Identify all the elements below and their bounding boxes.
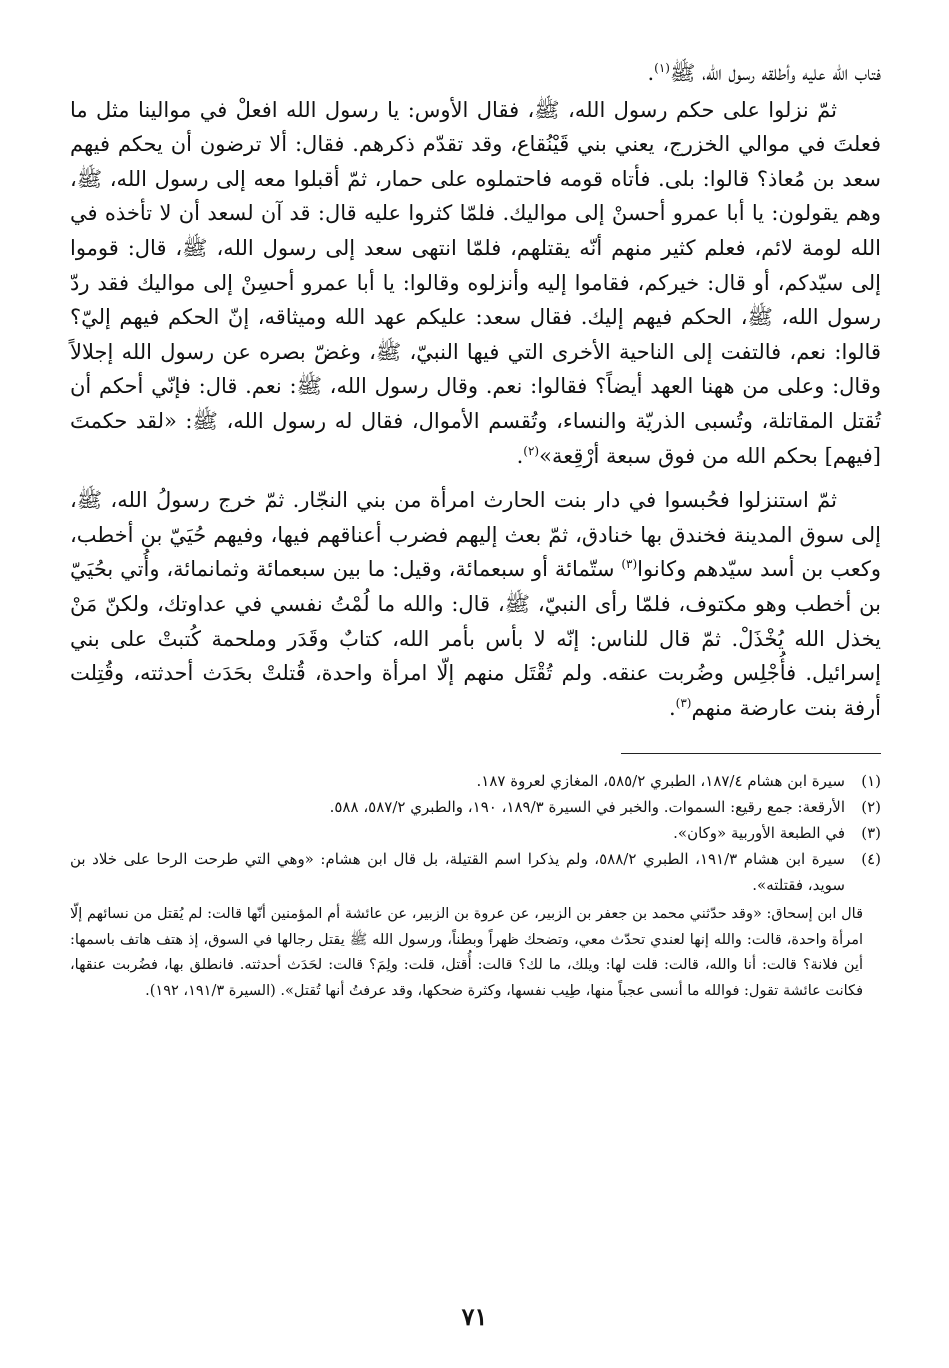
paragraph-1: ثمّ نزلوا على حكم رسول الله، ﷺ، فقال الأوس: يا رسول الله افعلْ في موالينا مثل ما فعلتَ في موالي الخزرج، يعني بني قَيْنُقاع، وقد تقدّم ذكرهم. فقال: ألا ترضون أن يحكم فيهم سعد بن مُعاذ؟ قالوا: بلى. فأتاه قومه فاحتملوه على حمار، ثمّ أقبلوا معه إلى رسول الله، ﷺ، وهم يقولون: يا أبا عمرو أحسنْ إلى مواليك. فلمّا كثروا عليه قال: قد آن لسعد أن لا تأخذه في الله لومة لائم، فعلم كثير منهم أنّه يقتلهم، فلمّا انتهى سعد إلى رسول الله، ﷺ، قال: قوموا إلى سيّدكم، أو قال: خيركم، فقاموا إليه وأنزلوه وقالوا: يا أبا عمرو أحسِنْ إلى مواليك فقد ردّ رسول الله، ﷺ، الحكم فيهم إليك. فقال سعد: عليكم عهد الله وميثاقه، إنّ الحكم فيهم إليّ؟ قالوا: نعم، فالتفت إلى الناحية الأخرى التي فيها النبيّ، ﷺ، وغضّ بصره عن رسول الله إجلالاً وقال: وعلى من ههنا العهد أيضاً؟ فقالوا: نعم. وقال رسول الله، ﷺ: نعم. قال: فإنّي أحكم أن تُقتل المقاتلة، وتُسبى الذريّة والنساء، وتُقسم الأموال، فقال له رسول الله، ﷺ: «لقد حكمتَ [فيهم] بحكم الله من فوق سبعة أرْقِعة»$^{(٢)}$. [70, 97, 881, 468]
footnote-4 [70, 846, 881, 898]
footnote-ref-3[interactable]: (٣) [621, 557, 638, 572]
footnote-number: (٣) [861, 824, 881, 843]
footnote-text: في الطبعة الأوربية «وكان». [673, 824, 845, 843]
footnotes [70, 768, 881, 1004]
footnote-ref-2[interactable]: (٢) [523, 443, 540, 458]
footnote-ref-1[interactable]: (١) [654, 61, 670, 75]
paragraph-2: ثمّ استنزلوا فحُبسوا في دار بنت الحارث امرأة من بني النجّار. ثمّ خرج رسولُ الله، ﷺ، إلى سوق المدينة فخندق بها خنادق، ثمّ بعث إليهم فضرب أعناقهم فيها، وفيهم حُيَيّ بن أخطب، وكعب بن أسد سيّدهم وكانوا$^{(٣)}$ ستّمائة أو سبعمائة، وقيل: ما بين سبعمائة وثمانمائة، وأُتي بحُيَيّ بن أخطب وهو مكتوف، فلمّا رأى النبيّ، ﷺ، قال: والله ما لُمْتُ نفسي في عداوتك، ولكنّ مَنْ يخذل الله يُخْذَلْ. ثمّ قال للناس: إنّه لا بأس بأمر الله، كتابٌ وقَدَر وملحمة كُتبتْ على بني إسرائيل. فأُجْلِس وضُربت عنقه. ولم تُقْتَل منهم إلّا امرأة واحدة، قُتلتْ بحَدَث أحدثته، وقُتِلت أرفة بنت عارضة منهم$^{(٣)}$. [70, 488, 881, 720]
footnote-text: سيرة ابن هشام ١٨٧/٤، الطبري ٥٨٥/٢، المغازي لعروة ١٨٧. [476, 772, 845, 791]
footnote-quote: قال ابن إسحاق: «وقد حدّثني محمد بن جعفر بن الزبير، عن عروة بن الزبير، عن عائشة أم المؤمنين أنّها قالت: لم يُقتل من نسائهم إلّا امرأة واحدة، قالت: والله إنها لعندي تحدّث معي، وتضحك ظهراً وبطناً، ورسول الله ﷺ يقتل رجالها في السوق، إذ هتف هاتف باسمها: أين فلانة؟ قالت: أنا والله، قالت: قلت لها: ويلك، ما لك؟ قالت: أُقتل، قلت: ولِمَ؟ قالت: لحَدَث أحدثته. فانطلق بها، فضُربت عنقها، فكانت عائشة تقول: فوالله ما أنسى عجباً منها، طِيب نفسها، وكثرة ضحكها، وقد عرفتُ أنها تُقتل». (السيرة ١٩١/٣، ١٩٢). [70, 906, 863, 999]
footnote-number: (٢) [861, 798, 881, 817]
footnote-1 [70, 768, 881, 794]
footnote-text: سيرة ابن هشام ١٩١/٣، الطبري ٥٨٨/٢، ولم يذكرا اسم القتيلة، بل قال ابن هشام: «وهي التي طرحت الرحا على خلاد بن سويد، فقتلته». [70, 850, 845, 895]
footnote-3 [70, 820, 881, 846]
opening-line: فتاب الله عليه وأطلقه رسول الله، ﷺ$^{(١)}$. [647, 61, 881, 85]
footnote-2 [70, 794, 881, 820]
footnote-text: الأرقعة: جمع رقيع: السموات. والخبر في السيرة ١٨٩/٣، ١٩٠، والطبري ٥٨٧/٢، ٥٨٨. [329, 798, 845, 817]
footnote-separator [621, 753, 881, 754]
footnote-number: (١) [861, 772, 881, 791]
page-number: ٧١ [461, 1302, 488, 1331]
footnote-ref-4[interactable]: (٣) [675, 695, 692, 710]
footnote-number: (٤) [861, 850, 881, 869]
main-text [70, 56, 881, 725]
